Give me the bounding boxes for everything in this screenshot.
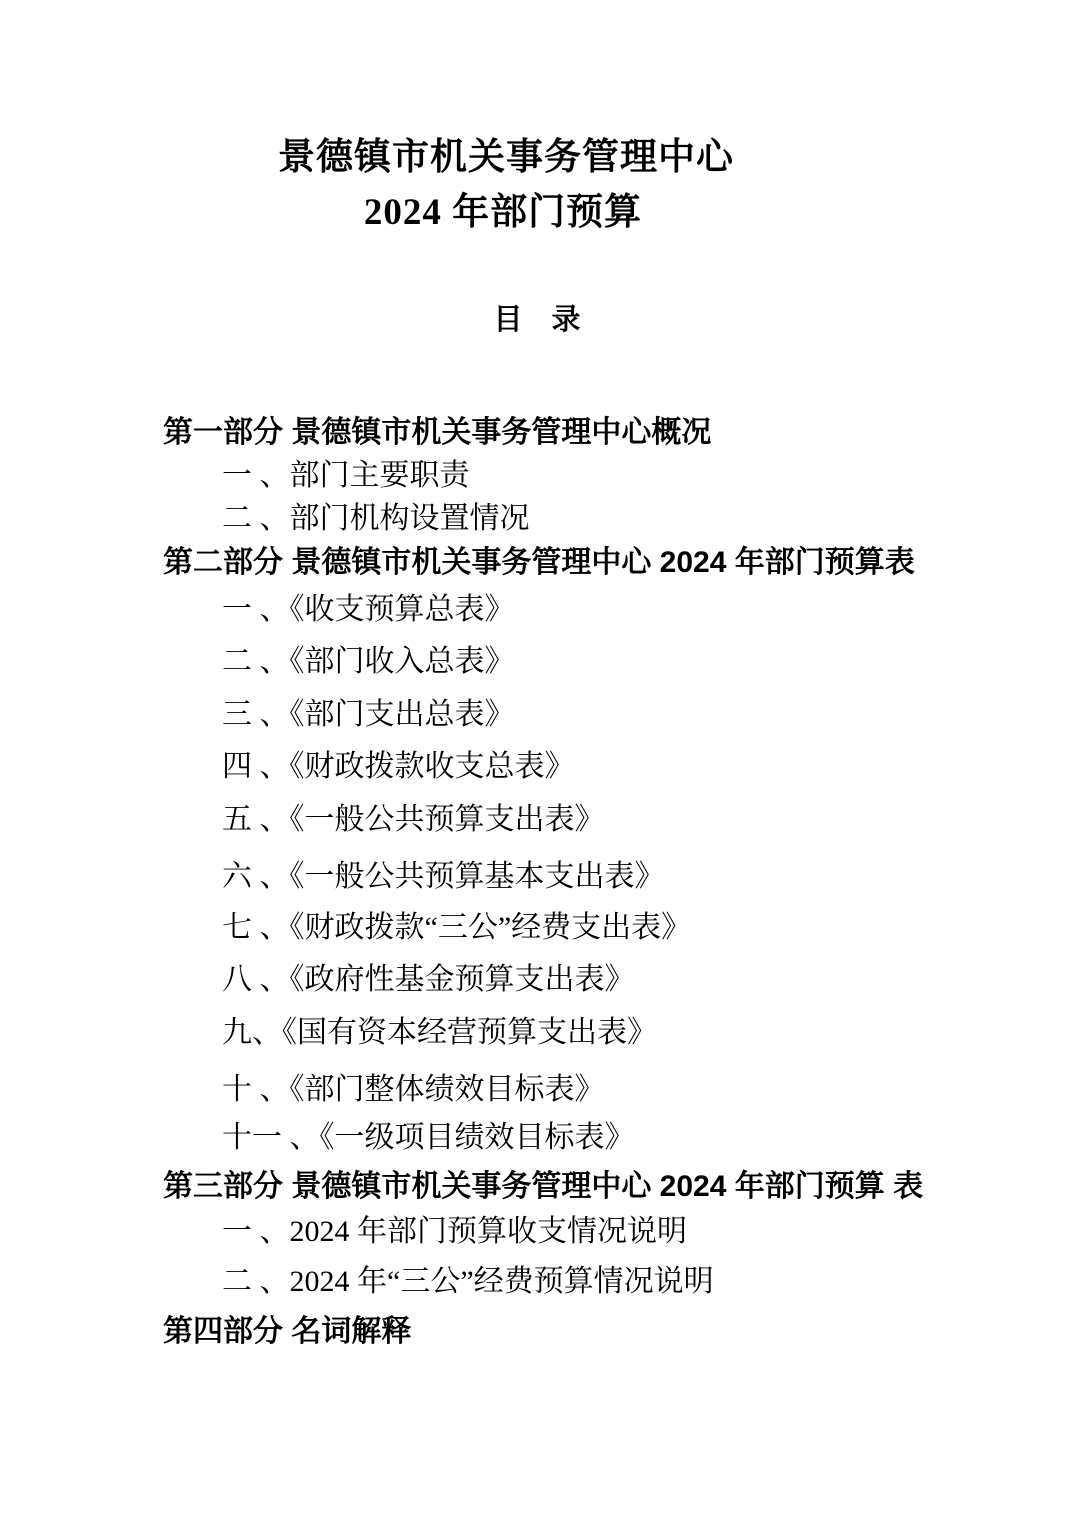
- toc-entry: 十一 、《一级项目绩效目标表》: [222, 1121, 635, 1154]
- toc-entry: 三 、《部门支出总表》: [222, 698, 515, 731]
- toc-entry: 一 、部门主要职责: [222, 459, 470, 492]
- toc-entry: 八 、《政府性基金预算支出表》: [222, 963, 635, 996]
- document-title-line-2: 2024 年部门预算: [363, 192, 643, 233]
- toc-entry: 五 、《一般公共预算支出表》: [222, 803, 605, 836]
- document-title-line-1: 景德镇市机关事务管理中心: [278, 137, 734, 178]
- toc-part-3-heading: 第三部分 景德镇市机关事务管理中心 2024 年部门预算 表: [163, 1170, 924, 1203]
- toc-entry: 六 、《一般公共预算基本支出表》: [222, 860, 665, 893]
- toc-entry: 七 、《财政拨款“三公”经费支出表》: [222, 911, 692, 944]
- toc-entry: 一 、2024 年部门预算收支情况说明: [222, 1215, 687, 1248]
- toc-entry: 九、《国有资本经营预算支出表》: [222, 1016, 657, 1049]
- toc-part-4-heading: 第四部分 名词解释: [163, 1315, 412, 1348]
- toc-entry: 十 、《部门整体绩效目标表》: [222, 1073, 605, 1106]
- toc-part-1-heading: 第一部分 景德镇市机关事务管理中心概况: [163, 416, 712, 449]
- toc-part-2-heading: 第二部分 景德镇市机关事务管理中心 2024 年部门预算表: [163, 546, 915, 579]
- toc-entry: 四 、《财政拨款收支总表》: [222, 750, 575, 783]
- toc-entry: 二 、《部门收入总表》: [222, 645, 515, 678]
- toc-entry: 二 、2024 年“三公”经费预算情况说明: [222, 1265, 714, 1298]
- toc-entry: 一 、《收支预算总表》: [222, 593, 515, 626]
- toc-heading: 目 录: [493, 304, 581, 336]
- toc-entry: 二 、部门机构设置情况: [222, 502, 530, 535]
